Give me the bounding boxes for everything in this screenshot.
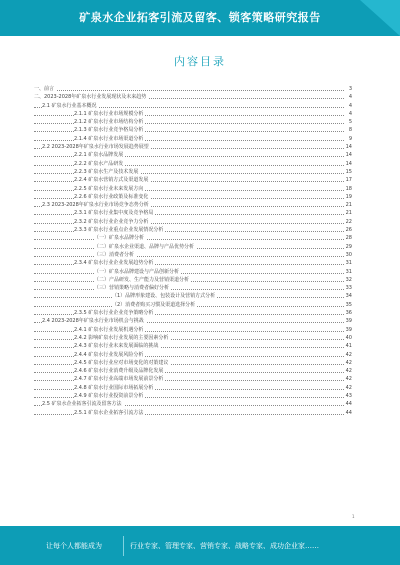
toc-entry-title: 2.3.2 矿泉水行业企业竞争力分析 — [74, 218, 149, 225]
toc-entry-page: 42 — [345, 368, 352, 375]
toc-entry-page: 14 — [345, 144, 352, 151]
toc-entry-title: 二、2023-2028年矿泉水行业发展现状及未来趋势 — [34, 94, 147, 101]
toc-entry-title: （2）消费者购买习惯及渠道选择分析 — [112, 301, 196, 308]
toc-entry-page: 31 — [345, 268, 352, 275]
toc-entry[interactable] — [34, 110, 352, 118]
toc-entry-title: 2.4.8 矿泉水行业国际市场拓展分析 — [74, 384, 154, 391]
toc-entry-page: 32 — [345, 276, 352, 283]
toc-entry-page: 42 — [345, 359, 352, 366]
toc-entry[interactable] — [34, 193, 352, 201]
toc-entry[interactable] — [34, 118, 352, 126]
toc-entry[interactable] — [34, 409, 352, 417]
toc-entry-title: 2.1.1 矿泉水行业市场规模分析 — [74, 110, 144, 117]
toc-entry-page: 40 — [345, 334, 352, 341]
toc-entry[interactable] — [34, 259, 352, 267]
toc-entry-page: 21 — [345, 210, 352, 217]
toc-entry-page: 22 — [345, 218, 352, 225]
toc-entry-title: 2.4.3 矿泉水行业未来发展面临的挑战 — [74, 343, 159, 350]
toc-entry[interactable] — [34, 317, 352, 325]
toc-entry[interactable] — [34, 168, 352, 176]
toc-entry-page: 14 — [345, 160, 352, 167]
toc-entry[interactable] — [34, 226, 352, 234]
toc-entry-page: 30 — [345, 251, 352, 258]
toc-entry-page: 31 — [345, 260, 352, 267]
toc-entry-page: 26 — [345, 227, 352, 234]
toc-entry-page: 18 — [345, 185, 352, 192]
toc-entry[interactable] — [34, 135, 352, 143]
toc-entry[interactable] — [34, 151, 352, 159]
toc-entry-title: 2.4.7 矿泉水行业高端市场发展前景分析 — [74, 376, 164, 383]
toc-entry-page: 42 — [345, 384, 352, 391]
toc-entry[interactable] — [34, 251, 352, 259]
toc-entry-title: （一）矿泉水品牌建设与产品创新分析 — [94, 268, 180, 275]
toc-entry-page: 4 — [348, 94, 352, 101]
toc-entry[interactable] — [34, 334, 352, 342]
toc-entry[interactable] — [34, 359, 352, 367]
toc-entry-title: 2.1.2 矿泉水行业市场结构分析 — [74, 119, 144, 126]
toc-entry-page: 4 — [348, 110, 352, 117]
toc-entry[interactable] — [34, 367, 352, 375]
toc-entry[interactable] — [34, 143, 352, 151]
toc-entry-title: （一）矿泉水品牌分析 — [94, 235, 145, 242]
toc-entry-title: 2.1.3 矿泉水行业竞争格局分析 — [74, 127, 144, 134]
toc-leader-dots — [34, 256, 344, 257]
toc-entry-title: （1）品牌形象建设、包装设计及营销方式分析 — [112, 293, 216, 300]
toc-entry-title: （三）消费者分析 — [94, 251, 135, 258]
toc-entry-title: 2.4.6 矿泉水行业消费升级及品牌化发展 — [74, 368, 164, 375]
toc-entry-page: 3 — [348, 86, 352, 92]
toc-entry-title: （二）产品研发、生产能力及营销渠道分析 — [94, 276, 190, 283]
toc-entry[interactable] — [34, 268, 352, 276]
toc-entry-page: 19 — [345, 193, 352, 200]
toc-entry-page: 29 — [345, 243, 352, 250]
toc-entry[interactable] — [34, 400, 352, 408]
toc-entry-title: 2.4.1 矿泉水行业发展机遇分析 — [74, 326, 144, 333]
toc-entry-page: 42 — [345, 376, 352, 383]
toc-entry[interactable] — [34, 375, 352, 383]
toc-entry-page: 21 — [345, 202, 352, 209]
toc-entry[interactable] — [34, 309, 352, 317]
footer-divider — [123, 536, 124, 556]
page-number: 1 — [352, 514, 355, 519]
toc-entry-title: 2.3.5 矿泉水行业企业竞争策略分析 — [74, 310, 154, 317]
toc-entry-title: 2.3 2023-2028年矿泉水行业市场竞争态势分析 — [42, 202, 149, 209]
toc-entry-page: 34 — [345, 293, 352, 300]
toc-entry-page: 14 — [345, 152, 352, 159]
toc-entry-title: 2.3.1 矿泉水行业集中度及竞争格局 — [74, 210, 154, 217]
toc-entry[interactable] — [34, 342, 352, 350]
toc-entry[interactable] — [34, 209, 352, 217]
toc-entry-title: （三）营销策略与消费者偏好分析 — [94, 285, 170, 292]
toc-entry-page: 39 — [345, 326, 352, 333]
toc-entry-title: 2.4 2023-2028年矿泉水行业市场机会与挑战 — [42, 318, 144, 325]
toc-entry[interactable] — [34, 160, 352, 168]
toc-entry-page: 42 — [345, 351, 352, 358]
toc-entry-title: 2.3.3 矿泉水行业重点企业发展情况分析 — [74, 227, 164, 234]
toc-entry-title: 2.2.6 矿泉水行业政策及标准变化 — [74, 193, 149, 200]
table-of-contents — [34, 85, 352, 417]
toc-entry[interactable] — [34, 326, 352, 334]
toc-entry[interactable] — [34, 243, 352, 251]
toc-entry[interactable] — [34, 384, 352, 392]
toc-entry-title: 2.2.5 矿泉水行业未来发展方向 — [74, 185, 144, 192]
toc-entry-page: 28 — [345, 235, 352, 242]
toc-entry-title: 2.2.1 矿泉水品牌发展 — [74, 152, 124, 159]
report-title: 矿泉水企业拓客引流及留客、锁客策略研究报告 — [79, 11, 321, 24]
report-footer — [0, 526, 400, 565]
toc-entry-title: 2.4.2 影响矿泉水行业发展的主要因素分析 — [74, 334, 169, 341]
toc-entry[interactable] — [34, 218, 352, 226]
toc-entry[interactable] — [34, 85, 352, 93]
toc-entry-page: 43 — [345, 392, 352, 399]
toc-entry-page: 15 — [345, 168, 352, 175]
toc-leader-dots — [34, 289, 344, 290]
header-accent-shape — [360, 0, 400, 36]
toc-entry-title: 2.5.1 矿泉水企业拓客引流方法 — [74, 409, 144, 416]
toc-entry-page: 33 — [345, 285, 352, 292]
toc-leader-dots — [34, 239, 344, 240]
toc-entry[interactable] — [34, 276, 352, 284]
report-header — [0, 0, 400, 36]
toc-entry-page: 17 — [345, 177, 352, 184]
toc-entry[interactable] — [34, 392, 352, 400]
toc-entry-title: 2.2 2023-2028年矿泉水行业市场发展趋势展望 — [42, 144, 149, 151]
toc-leader-dots — [34, 90, 344, 91]
toc-entry-page: 5 — [348, 119, 352, 126]
toc-entry-page: 39 — [345, 318, 352, 325]
toc-entry-title: 2.4.4 矿泉水行业发展风险分析 — [74, 351, 144, 358]
toc-entry-title: 2.1 矿泉水行业基本概况 — [42, 102, 97, 109]
toc-entry-page: 44 — [345, 409, 352, 416]
toc-entry[interactable] — [34, 351, 352, 359]
toc-entry-page: 8 — [348, 127, 352, 134]
toc-heading: 内容目录 — [174, 55, 226, 68]
footer-slogan-left: 让每个人都能成为 — [46, 542, 102, 550]
toc-entry[interactable] — [34, 301, 352, 309]
toc-entry[interactable] — [34, 102, 352, 110]
toc-entry[interactable] — [34, 93, 352, 101]
toc-entry-title: 2.4.5 矿泉水行业应对市场变化的对策建议 — [74, 359, 169, 366]
toc-entry-title: 2.2.2 矿泉水产品研发 — [74, 160, 124, 167]
toc-entry[interactable] — [34, 176, 352, 184]
toc-entry-title: 一、前言 — [34, 86, 55, 92]
toc-entry-page: 44 — [345, 401, 352, 408]
toc-entry-page: 9 — [348, 135, 352, 142]
toc-entry-page: 35 — [345, 301, 352, 308]
toc-entry-title: 2.3.4 矿泉水行业企业发展趋势分析 — [74, 260, 154, 267]
toc-entry[interactable] — [34, 284, 352, 292]
toc-entry-title: 2.2.3 矿泉水生产及技术发展 — [74, 168, 139, 175]
toc-entry-title: （二）矿泉水企业渠道、品牌与产品优势分析 — [94, 243, 195, 250]
toc-leader-dots — [34, 273, 344, 274]
footer-slogan-right: 行业专家、管理专家、营销专家、战略专家、成功企业家…… — [130, 542, 319, 550]
toc-entry-title: 2.4.9 矿泉水行业投资前景分析 — [74, 392, 144, 399]
toc-entry[interactable] — [34, 201, 352, 209]
toc-entry-page: 36 — [345, 310, 352, 317]
toc-entry-page: 4 — [348, 102, 352, 109]
toc-entry[interactable] — [34, 234, 352, 242]
toc-entry-title: 2.5 矿泉水企业拓客引流及留客方法 — [42, 401, 122, 408]
toc-entry[interactable] — [34, 292, 352, 300]
toc-entry-page: 41 — [345, 343, 352, 350]
toc-entry[interactable] — [34, 185, 352, 193]
toc-entry-title: 2.1.4 矿泉水行业市场渠道分析 — [74, 135, 144, 142]
toc-entry-title: 2.2.4 矿泉水营销方式及渠道发展 — [74, 177, 149, 184]
toc-entry[interactable] — [34, 126, 352, 134]
